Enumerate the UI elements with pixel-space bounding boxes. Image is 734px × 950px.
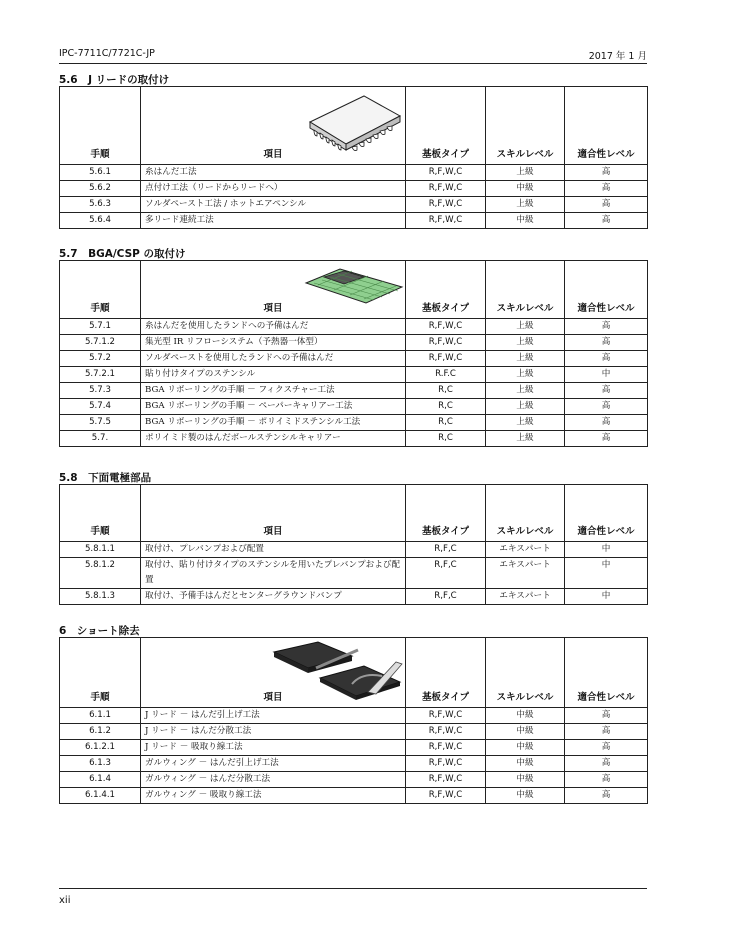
col-header-item: 項目 (141, 638, 406, 708)
col-header-step: 手順 (60, 638, 141, 708)
step-cell: 5.7.2 (60, 351, 141, 367)
board-type-cell: R,C (406, 431, 486, 447)
skill-cell: 中級 (486, 788, 565, 804)
table-body (60, 542, 648, 605)
item-cell: J リード － 吸取り線工法 (141, 740, 406, 756)
skill-cell: 上級 (486, 415, 565, 431)
fit-cell: 中 (565, 558, 648, 589)
board-type-cell: R,F,W,C (406, 740, 486, 756)
j-lead-chip-image (306, 92, 402, 154)
skill-cell: 上級 (486, 335, 565, 351)
step-cell: 6.1.4 (60, 772, 141, 788)
fit-cell: 高 (565, 213, 648, 229)
col-header-item: 項目 (141, 485, 406, 542)
table-row (60, 740, 648, 756)
skill-cell: 上級 (486, 399, 565, 415)
skill-cell: 中級 (486, 181, 565, 197)
table-row (60, 213, 648, 229)
table-body (60, 708, 648, 804)
step-cell: 5.6.1 (60, 165, 141, 181)
col-header-board-type: 基板タイプ (406, 261, 486, 319)
item-cell: 多リード連続工法 (141, 213, 406, 229)
item-cell: BGA リボーリングの手順 － ペーパーキャリアー工法 (141, 399, 406, 415)
board-type-cell: R,C (406, 399, 486, 415)
board-type-cell: R,F,W,C (406, 181, 486, 197)
table-body (60, 319, 648, 447)
item-cell: ソルダペーストを使用したランドへの予備はんだ (141, 351, 406, 367)
item-cell: 糸はんだ工法 (141, 165, 406, 181)
item-cell: ガルウィング － はんだ引上げ工法 (141, 756, 406, 772)
table-row (60, 351, 648, 367)
section-title-5-8: 5.8 下面電極部品 (59, 472, 152, 484)
col-header-step: 手順 (60, 485, 141, 542)
table-5-8 (59, 484, 648, 605)
table-row (60, 431, 648, 447)
col-header-board-type: 基板タイプ (406, 638, 486, 708)
skill-cell: エキスパート (486, 558, 565, 589)
item-cell: 貼り付けタイプのステンシル (141, 367, 406, 383)
skill-cell: 上級 (486, 367, 565, 383)
bga-board-image (304, 265, 404, 305)
fit-cell: 高 (565, 740, 648, 756)
table-row (60, 708, 648, 724)
step-cell: 6.1.2.1 (60, 740, 141, 756)
item-cell: 取付け、プレバンプおよび配置 (141, 542, 406, 558)
step-cell: 5.7.2.1 (60, 367, 141, 383)
section-title-6: 6 ショート除去 (59, 625, 140, 637)
document-id: IPC-7711C/7721C-JP (59, 48, 155, 59)
table-row (60, 319, 648, 335)
col-header-skill: スキルレベル (486, 638, 565, 708)
fit-cell: 高 (565, 756, 648, 772)
step-cell: 6.1.1 (60, 708, 141, 724)
skill-cell: 上級 (486, 351, 565, 367)
step-cell: 5.6.4 (60, 213, 141, 229)
skill-cell: 中級 (486, 708, 565, 724)
item-cell: 取付け、予備手はんだとセンターグラウンドバンプ (141, 589, 406, 605)
table-body (60, 165, 648, 229)
item-cell: 点付け工法（リードからリードへ） (141, 181, 406, 197)
table-row (60, 165, 648, 181)
step-cell: 5.6.2 (60, 181, 141, 197)
board-type-cell: R,F,W,C (406, 165, 486, 181)
section-title-5-6: 5.6 J リードの取付け (59, 74, 170, 86)
table-row (60, 558, 648, 589)
col-header-board-type: 基板タイプ (406, 87, 486, 165)
board-type-cell: R,F,W,C (406, 197, 486, 213)
fit-cell: 中 (565, 589, 648, 605)
fit-cell: 高 (565, 197, 648, 213)
page-header (59, 45, 647, 64)
fit-cell: 中 (565, 542, 648, 558)
item-cell: 糸はんだを使用したランドへの予備はんだ (141, 319, 406, 335)
item-cell: J リード － はんだ引上げ工法 (141, 708, 406, 724)
item-cell: 取付け、貼り付けタイプのステンシルを用いたプレバンプおよび配置 (141, 558, 406, 589)
skill-cell: エキスパート (486, 542, 565, 558)
col-header-item: 項目 (141, 261, 406, 319)
fit-cell: 高 (565, 383, 648, 399)
skill-cell: 上級 (486, 165, 565, 181)
step-cell: 5.7.1 (60, 319, 141, 335)
table-row (60, 367, 648, 383)
skill-cell: 中級 (486, 756, 565, 772)
col-header-fit: 適合性レベル (565, 261, 648, 319)
board-type-cell: R,F,W,C (406, 213, 486, 229)
item-cell: ソルダペースト工法 / ホットエアペンシル (141, 197, 406, 213)
fit-cell: 高 (565, 788, 648, 804)
table-row (60, 197, 648, 213)
skill-cell: 上級 (486, 383, 565, 399)
table-row (60, 383, 648, 399)
table-row (60, 772, 648, 788)
step-cell: 6.1.4.1 (60, 788, 141, 804)
document-date: 2017 年 1 月 (588, 51, 647, 62)
col-header-skill: スキルレベル (486, 87, 565, 165)
skill-cell: エキスパート (486, 589, 565, 605)
col-header-skill: スキルレベル (486, 485, 565, 542)
board-type-cell: R.F.C (406, 367, 486, 383)
skill-cell: 上級 (486, 319, 565, 335)
table-row (60, 399, 648, 415)
fit-cell: 中 (565, 367, 648, 383)
skill-cell: 中級 (486, 772, 565, 788)
step-cell: 5.7. (60, 431, 141, 447)
board-type-cell: R,F,C (406, 589, 486, 605)
fit-cell: 高 (565, 351, 648, 367)
fit-cell: 高 (565, 319, 648, 335)
item-cell: ガルウィング － はんだ分散工法 (141, 772, 406, 788)
step-cell: 5.7.3 (60, 383, 141, 399)
fit-cell: 高 (565, 165, 648, 181)
board-type-cell: R,F,C (406, 558, 486, 589)
table-row (60, 181, 648, 197)
step-cell: 5.7.1.2 (60, 335, 141, 351)
step-cell: 6.1.3 (60, 756, 141, 772)
step-cell: 5.8.1.1 (60, 542, 141, 558)
table-row (60, 724, 648, 740)
fit-cell: 高 (565, 772, 648, 788)
col-header-board-type: 基板タイプ (406, 485, 486, 542)
step-cell: 5.7.4 (60, 399, 141, 415)
table-row (60, 589, 648, 605)
skill-cell: 上級 (486, 197, 565, 213)
board-type-cell: R,F,C (406, 542, 486, 558)
table-row (60, 335, 648, 351)
page-footer (59, 888, 647, 906)
col-header-skill: スキルレベル (486, 261, 565, 319)
section-title-5-7: 5.7 BGA/CSP の取付け (59, 248, 186, 260)
step-cell: 5.6.3 (60, 197, 141, 213)
short-removal-image (268, 640, 404, 702)
board-type-cell: R,F,W,C (406, 772, 486, 788)
step-cell: 5.7.5 (60, 415, 141, 431)
board-type-cell: R,C (406, 415, 486, 431)
col-header-item-label: 項目 (263, 149, 283, 160)
col-header-fit: 適合性レベル (565, 485, 648, 542)
col-header-fit: 適合性レベル (565, 638, 648, 708)
skill-cell: 中級 (486, 213, 565, 229)
step-cell: 6.1.2 (60, 724, 141, 740)
fit-cell: 高 (565, 335, 648, 351)
table-header-row (60, 485, 648, 542)
skill-cell: 中級 (486, 724, 565, 740)
board-type-cell: R,F,W,C (406, 351, 486, 367)
table-row (60, 756, 648, 772)
step-cell: 5.8.1.3 (60, 589, 141, 605)
item-cell: ポリイミド製のはんだボールステンシルキャリアー (141, 431, 406, 447)
board-type-cell: R,F,W,C (406, 335, 486, 351)
page-number: xii (59, 895, 71, 906)
table-row (60, 542, 648, 558)
fit-cell: 高 (565, 431, 648, 447)
item-cell: ガルウィング － 吸取り線工法 (141, 788, 406, 804)
item-cell: J リード － はんだ分散工法 (141, 724, 406, 740)
table-row (60, 415, 648, 431)
fit-cell: 高 (565, 708, 648, 724)
fit-cell: 高 (565, 181, 648, 197)
board-type-cell: R,C (406, 383, 486, 399)
item-cell: BGA リボーリングの手順 － ポリイミドステンシル工法 (141, 415, 406, 431)
col-header-fit: 適合性レベル (565, 87, 648, 165)
fit-cell: 高 (565, 724, 648, 740)
skill-cell: 中級 (486, 740, 565, 756)
fit-cell: 高 (565, 399, 648, 415)
board-type-cell: R,F,W,C (406, 724, 486, 740)
col-header-step: 手順 (60, 87, 141, 165)
step-cell: 5.8.1.2 (60, 558, 141, 589)
board-type-cell: R,F,W,C (406, 319, 486, 335)
table-row (60, 788, 648, 804)
item-cell: BGA リボーリングの手順 － フィクスチャー工法 (141, 383, 406, 399)
board-type-cell: R,F,W,C (406, 708, 486, 724)
fit-cell: 高 (565, 415, 648, 431)
skill-cell: 上級 (486, 431, 565, 447)
col-header-step: 手順 (60, 261, 141, 319)
board-type-cell: R,F,W,C (406, 756, 486, 772)
board-type-cell: R,F,W,C (406, 788, 486, 804)
item-cell: 集光型 IR リフローシステム（予熱器一体型） (141, 335, 406, 351)
